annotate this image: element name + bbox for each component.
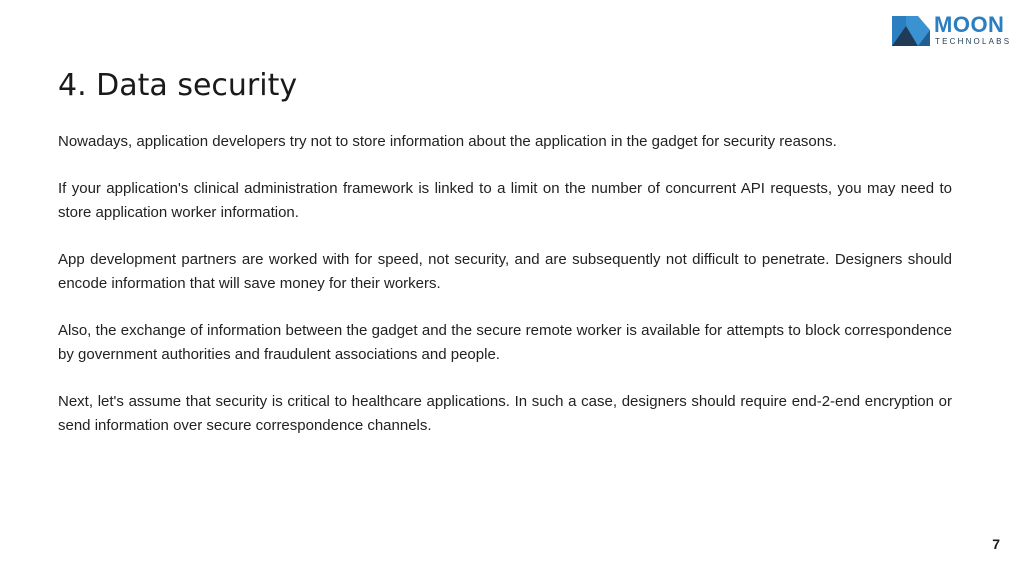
logo-brand-text: MOON	[934, 12, 1005, 37]
logo-subtitle-text: TECHNOLABS	[935, 37, 1012, 46]
paragraph-1: Nowadays, application developers try not to store information about the application in the gadget for security reasons.	[58, 133, 837, 150]
slide-body	[58, 130, 952, 461]
page-number: 7	[992, 536, 1000, 552]
moon-logo-icon	[892, 16, 930, 46]
paragraph-5: Next, let's assume that security is critical to healthcare applications. In such a case, designers should require end-2-end encryption or send information over secure correspondence channels.	[58, 393, 952, 434]
paragraph-3: App development partners are worked with for speed, not security, and are subsequently not difficult to penetrate. Designers should encode information that will save money for their workers.	[58, 251, 952, 292]
paragraph-2: If your application's clinical administration framework is linked to a limit on the number of concurrent API requests, you may need to store application worker information.	[58, 180, 952, 221]
slide-title: 4. Data security	[58, 68, 298, 103]
company-logo	[892, 12, 1014, 47]
paragraph-4: Also, the exchange of information between the gadget and the secure remote worker is available for attempts to block correspondence by government authorities and fraudulent associations and people.	[58, 322, 952, 363]
